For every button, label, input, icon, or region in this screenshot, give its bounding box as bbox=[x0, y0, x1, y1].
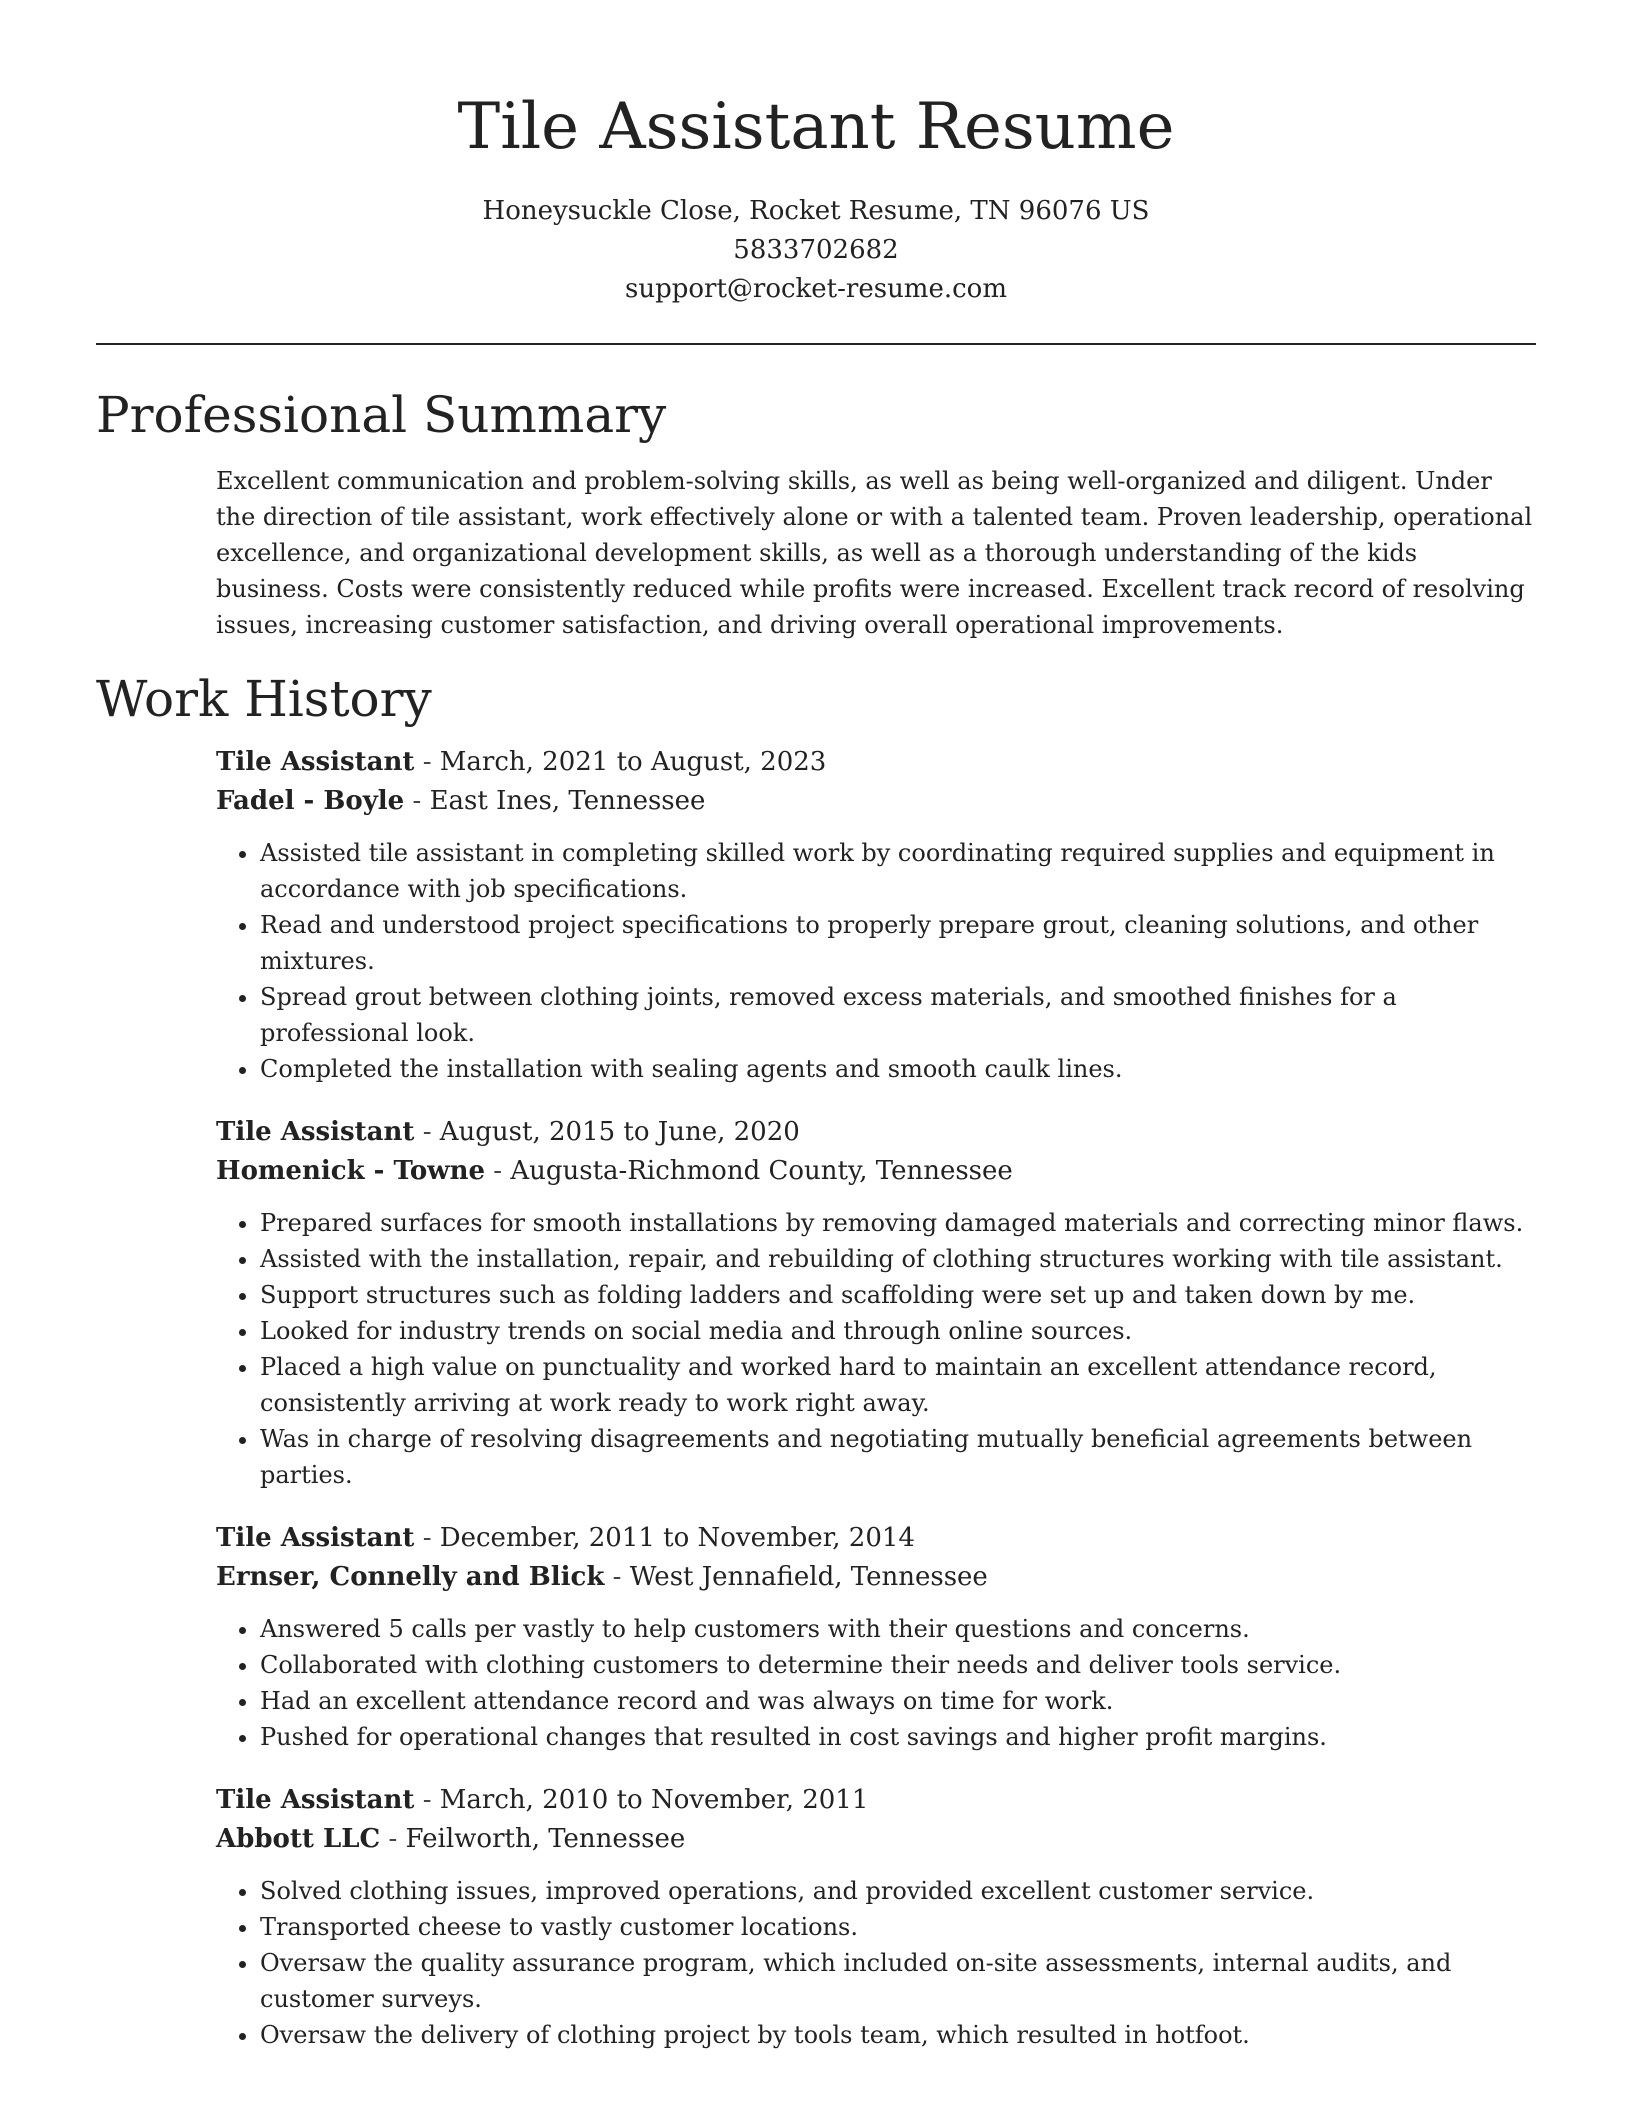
job-bullet: • Transported cheese to vastly customer locations. bbox=[260, 1909, 1536, 1945]
job-entry bbox=[216, 743, 1536, 1087]
job-entry bbox=[216, 1781, 1536, 2053]
contact-block bbox=[96, 192, 1536, 309]
job-role: Tile Assistant bbox=[216, 747, 415, 777]
separator: - bbox=[414, 1523, 440, 1553]
job-bullets bbox=[216, 1205, 1536, 1493]
job-title-line bbox=[216, 1519, 1536, 1558]
separator: - bbox=[604, 1562, 630, 1592]
summary-text: Excellent communication and problem-solving skills, as well as being well-organized and diligent. Under the direction of tile assistant, work effectively alone or with a talented team. Proven leadership, operational excellence, and organizational development skills, as well as a thorough understanding of the kids business. Costs were consistently reduced while profits were increased. Excellent track record of resolving issues, increasing customer satisfaction, and driving overall operational improvements. bbox=[216, 467, 1533, 639]
job-bullet: • Prepared surfaces for smooth installations by removing damaged materials and correcting minor flaws. bbox=[260, 1205, 1536, 1241]
job-location: Feilworth, Tennessee bbox=[405, 1824, 686, 1854]
job-bullet: • Completed the installation with sealing agents and smooth caulk lines. bbox=[260, 1051, 1536, 1087]
job-title-line bbox=[216, 743, 1536, 782]
job-dates: August, 2015 to June, 2020 bbox=[439, 1117, 800, 1147]
separator: - bbox=[414, 1785, 440, 1815]
job-bullet: • Pushed for operational changes that resulted in cost savings and higher profit margins. bbox=[260, 1719, 1536, 1755]
job-location: West Jennafield, Tennessee bbox=[629, 1562, 988, 1592]
job-entry bbox=[216, 1113, 1536, 1493]
job-dates: December, 2011 to November, 2014 bbox=[439, 1523, 915, 1553]
resume-header bbox=[96, 0, 1536, 309]
job-employer-line bbox=[216, 1152, 1536, 1191]
job-location: East Ines, Tennessee bbox=[429, 786, 706, 816]
job-bullets bbox=[216, 835, 1536, 1087]
summary-heading: Professional Summary bbox=[96, 386, 667, 444]
separator: - bbox=[414, 747, 440, 777]
job-employer: Homenick - Towne bbox=[216, 1156, 486, 1186]
separator: - bbox=[404, 786, 430, 816]
job-bullet: • Was in charge of resolving disagreements and negotiating mutually beneficial agreements between parties. bbox=[260, 1421, 1536, 1493]
contact-phone: 5833702682 bbox=[733, 235, 899, 265]
job-bullet: • Assisted tile assistant in completing skilled work by coordinating required supplies and equipment in accordance with job specifications. bbox=[260, 835, 1536, 907]
job-bullet: • Answered 5 calls per vastly to help customers with their questions and concerns. bbox=[260, 1611, 1536, 1647]
job-entry bbox=[216, 1519, 1536, 1755]
job-employer-line bbox=[216, 1820, 1536, 1859]
job-bullet: • Had an excellent attendance record and was always on time for work. bbox=[260, 1683, 1536, 1719]
job-bullet: • Collaborated with clothing customers to determine their needs and deliver tools service. bbox=[260, 1647, 1536, 1683]
job-bullets bbox=[216, 1611, 1536, 1755]
job-bullet: • Support structures such as folding ladders and scaffolding were set up and taken down by me. bbox=[260, 1277, 1536, 1313]
contact-address: Honeysuckle Close, Rocket Resume, TN 96076 US bbox=[482, 196, 1150, 226]
separator: - bbox=[414, 1117, 440, 1147]
job-bullet: • Oversaw the delivery of clothing project by tools team, which resulted in hotfoot. bbox=[260, 2017, 1536, 2053]
header-divider bbox=[96, 343, 1536, 345]
job-employer: Abbott LLC bbox=[216, 1824, 381, 1854]
job-employer-line bbox=[216, 782, 1536, 821]
work-history-heading: Work History bbox=[96, 670, 432, 728]
separator: - bbox=[485, 1156, 511, 1186]
contact-email: support@rocket-resume.com bbox=[624, 274, 1007, 304]
job-employer: Ernser, Connelly and Blick bbox=[216, 1562, 605, 1592]
job-title-line bbox=[216, 1781, 1536, 1820]
job-bullet: • Placed a high value on punctuality and worked hard to maintain an excellent attendance record, consistently arriving at work ready to work right away. bbox=[260, 1349, 1536, 1421]
separator: - bbox=[380, 1824, 406, 1854]
job-bullet: • Solved clothing issues, improved operations, and provided excellent customer service. bbox=[260, 1873, 1536, 1909]
job-location: Augusta-Richmond County, Tennessee bbox=[510, 1156, 1013, 1186]
job-dates: March, 2021 to August, 2023 bbox=[439, 747, 827, 777]
work-history-list bbox=[216, 743, 1536, 2053]
job-bullet: • Looked for industry trends on social media and through online sources. bbox=[260, 1313, 1536, 1349]
job-bullet: • Assisted with the installation, repair, and rebuilding of clothing structures working with tile assistant. bbox=[260, 1241, 1536, 1277]
resume-title: Tile Assistant Resume bbox=[457, 90, 1175, 164]
job-bullet: • Oversaw the quality assurance program, which included on-site assessments, internal audits, and customer surveys. bbox=[260, 1945, 1536, 2017]
job-role: Tile Assistant bbox=[216, 1523, 415, 1553]
job-role: Tile Assistant bbox=[216, 1117, 415, 1147]
job-bullet: • Read and understood project specifications to properly prepare grout, cleaning solutions, and other mixtures. bbox=[260, 907, 1536, 979]
job-bullets bbox=[216, 1873, 1536, 2053]
job-bullet: • Spread grout between clothing joints, removed excess materials, and smoothed finishes for a professional look. bbox=[260, 979, 1536, 1051]
job-employer-line bbox=[216, 1558, 1536, 1597]
job-dates: March, 2010 to November, 2011 bbox=[439, 1785, 869, 1815]
job-employer: Fadel - Boyle bbox=[216, 786, 405, 816]
job-title-line bbox=[216, 1113, 1536, 1152]
job-role: Tile Assistant bbox=[216, 1785, 415, 1815]
